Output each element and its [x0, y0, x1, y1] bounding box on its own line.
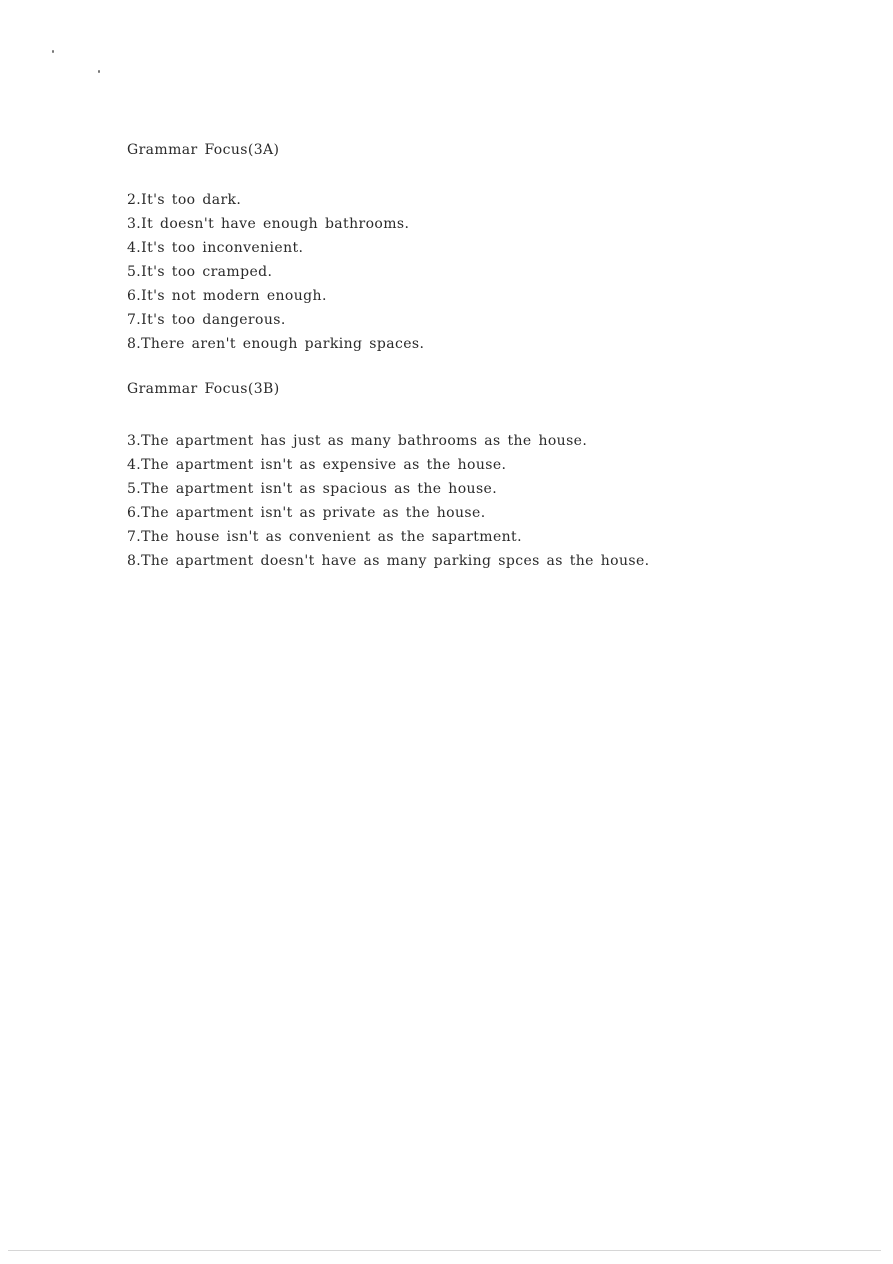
answer-item: 6.It's not modern enough.: [127, 288, 327, 304]
answer-item: 5.It's too cramped.: [127, 264, 273, 280]
answer-item: 3.The apartment has just as many bathrooms as the house.: [127, 433, 588, 449]
answer-item: 6.The apartment isn't as private as the house.: [127, 505, 486, 521]
answer-list-3b: [127, 429, 650, 573]
grammar-focus-3a-section: [127, 140, 424, 356]
answer-item: 5.The apartment isn't as spacious as the house.: [127, 481, 498, 497]
grammar-focus-3b-section: [127, 379, 650, 573]
answer-item: 7.It's too dangerous.: [127, 312, 286, 328]
answer-item: 7.The house isn't as convenient as the sapartment.: [127, 529, 522, 545]
answer-item: 8.The apartment doesn't have as many parking spces as the house.: [127, 553, 650, 569]
section-heading-3a: Grammar Focus(3A): [127, 142, 280, 158]
answer-item: 2.It's too dark.: [127, 192, 242, 208]
scan-edge-line: [8, 1250, 881, 1251]
answer-item: 4.It's too inconvenient.: [127, 240, 304, 256]
answer-list-3a: [127, 188, 424, 356]
answer-item: 8.There aren't enough parking spaces.: [127, 336, 425, 352]
scan-speck: [98, 70, 100, 73]
answer-item: 4.The apartment isn't as expensive as the house.: [127, 457, 507, 473]
answer-item: 3.It doesn't have enough bathrooms.: [127, 216, 410, 232]
section-heading-3b: Grammar Focus(3B): [127, 381, 280, 397]
scan-speck: [52, 50, 54, 53]
